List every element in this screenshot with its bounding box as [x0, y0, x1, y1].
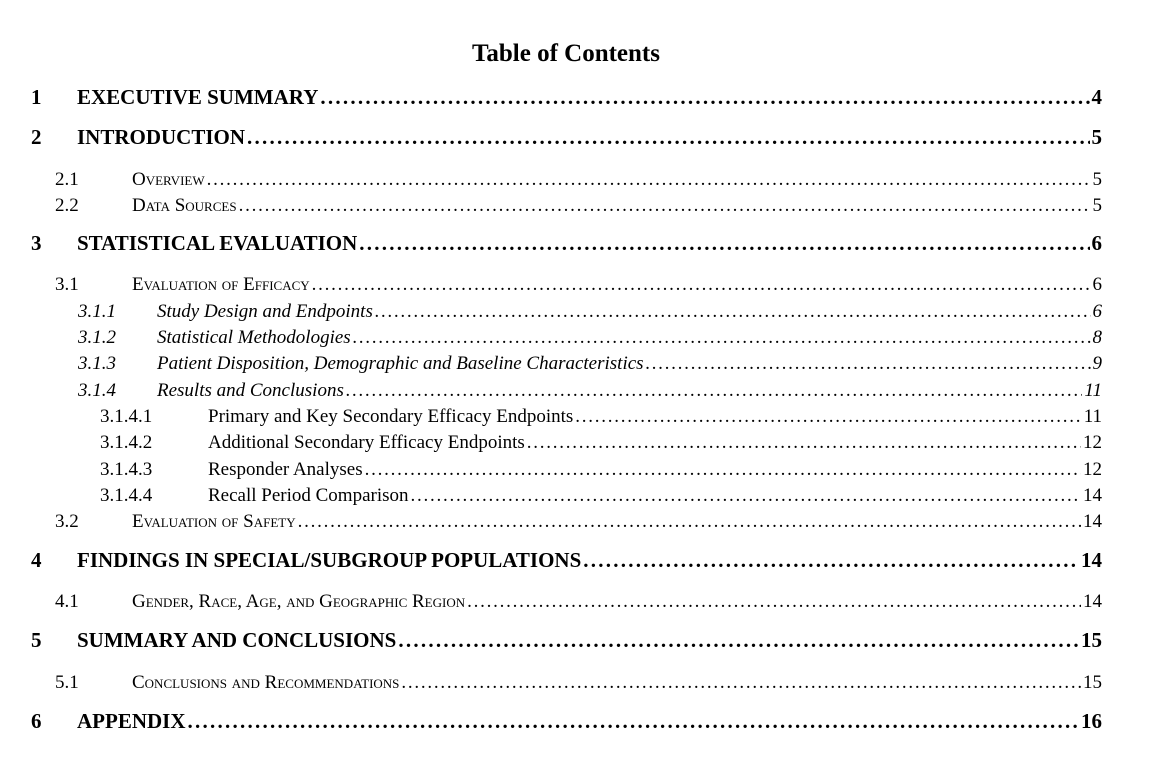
entry-page[interactable]: 8	[1092, 327, 1102, 348]
entry-number: 3.1.4.2	[100, 432, 153, 453]
toc-entry-3-1-4-2[interactable]	[0, 428, 1102, 454]
dot-leader	[398, 628, 1079, 653]
entry-page[interactable]: 16	[1081, 709, 1102, 733]
entry-number: 3.1.4.1	[100, 406, 153, 427]
entry-page[interactable]: 12	[1083, 432, 1102, 453]
entry-page[interactable]: 11	[1084, 380, 1102, 401]
entry-label[interactable]: Patient Disposition, Demographic and Baseline Characteristics	[157, 353, 644, 374]
entry-number: 2.2	[55, 195, 79, 216]
entry-number: 3.1.1	[78, 301, 116, 322]
toc-entry-3-1-4-1[interactable]	[0, 402, 1102, 428]
entry-number: 4	[31, 548, 42, 572]
dot-leader	[359, 231, 1089, 256]
entry-page[interactable]: 9	[1092, 353, 1102, 374]
entry-label[interactable]: SUMMARY AND CONCLUSIONS	[77, 628, 397, 652]
entry-number: 3	[31, 231, 42, 255]
entry-label[interactable]: Study Design and Endpoints	[157, 301, 373, 322]
toc-entry-3[interactable]	[0, 230, 1102, 256]
entry-label[interactable]: Responder Analyses	[208, 459, 363, 480]
dot-leader	[411, 485, 1081, 507]
toc-entry-1[interactable]	[0, 84, 1102, 110]
entry-page[interactable]: 14	[1083, 511, 1102, 532]
entry-label[interactable]: Overview	[132, 169, 205, 190]
entry-number: 3.1.4.4	[100, 485, 153, 506]
entry-number: 3.1.4.3	[100, 459, 153, 480]
dot-leader	[247, 125, 1089, 150]
entry-label[interactable]: STATISTICAL EVALUATION	[77, 231, 358, 255]
entry-label[interactable]: Gender, Race, Age, and Geographic Region	[132, 591, 466, 612]
entry-label[interactable]: EXECUTIVE SUMMARY	[77, 85, 319, 109]
entry-page[interactable]: 15	[1081, 628, 1102, 652]
dot-leader	[239, 195, 1091, 217]
toc-entry-3-1-4[interactable]	[0, 376, 1102, 402]
entry-number: 4.1	[55, 591, 79, 612]
entry-label[interactable]: FINDINGS IN SPECIAL/SUBGROUP POPULATIONS	[77, 548, 582, 572]
entry-number: 2	[31, 125, 42, 149]
dot-leader	[375, 301, 1091, 323]
dot-leader	[401, 672, 1081, 694]
entry-page[interactable]: 11	[1083, 406, 1102, 427]
entry-label[interactable]: Evaluation of Safety	[132, 511, 296, 532]
entry-page[interactable]: 15	[1083, 672, 1102, 693]
toc-entry-3-1-1[interactable]	[0, 297, 1102, 323]
dot-leader	[346, 380, 1083, 402]
entry-number: 3.1	[55, 274, 79, 295]
entry-number: 2.1	[55, 169, 79, 190]
dot-leader	[467, 591, 1081, 613]
toc-entry-3-2[interactable]	[0, 507, 1102, 533]
entry-page[interactable]: 14	[1081, 548, 1102, 572]
entry-page[interactable]: 5	[1091, 125, 1102, 149]
toc-entry-2[interactable]	[0, 124, 1102, 150]
entry-page[interactable]: 5	[1092, 195, 1102, 216]
dot-leader	[312, 274, 1091, 296]
toc-entry-4[interactable]	[0, 547, 1102, 573]
entry-label[interactable]: Conclusions and Recommendations	[132, 672, 400, 693]
entry-label[interactable]: Primary and Key Secondary Efficacy Endpoints	[208, 406, 574, 427]
entry-number: 3.1.4	[78, 380, 116, 401]
toc-entry-3-1-4-4[interactable]	[0, 481, 1102, 507]
entry-label[interactable]: Data Sources	[132, 195, 237, 216]
entry-label[interactable]: Results and Conclusions	[157, 380, 344, 401]
dot-leader	[583, 548, 1079, 573]
toc-title: Table of Contents	[472, 40, 660, 67]
entry-number: 3.1.3	[78, 353, 116, 374]
entry-label[interactable]: INTRODUCTION	[77, 125, 246, 149]
toc-entry-2-2[interactable]	[0, 191, 1102, 217]
dot-leader	[298, 511, 1081, 533]
entry-number: 6	[31, 709, 42, 733]
toc-entry-5[interactable]	[0, 627, 1102, 653]
entry-number: 5.1	[55, 672, 79, 693]
entry-label[interactable]: Recall Period Comparison	[208, 485, 409, 506]
entry-number: 5	[31, 628, 42, 652]
toc-entry-3-1-4-3[interactable]	[0, 455, 1102, 481]
toc-entry-6[interactable]	[0, 708, 1102, 734]
entry-page[interactable]: 6	[1091, 231, 1102, 255]
dot-leader	[646, 353, 1091, 375]
toc-entry-3-1[interactable]	[0, 270, 1102, 296]
entry-page[interactable]: 5	[1092, 169, 1102, 190]
toc-entry-3-1-3[interactable]	[0, 349, 1102, 375]
entry-page[interactable]: 6	[1092, 301, 1102, 322]
toc-entry-5-1[interactable]	[0, 668, 1102, 694]
entry-label[interactable]: Evaluation of Efficacy	[132, 274, 310, 295]
entry-number: 3.1.2	[78, 327, 116, 348]
entry-page[interactable]: 6	[1092, 274, 1102, 295]
entry-page[interactable]: 14	[1083, 591, 1102, 612]
dot-leader	[207, 169, 1091, 191]
entry-number: 1	[31, 85, 42, 109]
dot-leader	[320, 85, 1089, 110]
toc-entry-3-1-2[interactable]	[0, 323, 1102, 349]
entry-page[interactable]: 14	[1083, 485, 1102, 506]
entry-label[interactable]: APPENDIX	[77, 709, 186, 733]
dot-leader	[527, 432, 1081, 454]
dot-leader	[365, 459, 1081, 481]
dot-leader	[188, 709, 1080, 734]
entry-page[interactable]: 4	[1091, 85, 1102, 109]
entry-label[interactable]: Additional Secondary Efficacy Endpoints	[208, 432, 525, 453]
entry-page[interactable]: 12	[1083, 459, 1102, 480]
toc-entry-2-1[interactable]	[0, 165, 1102, 191]
dot-leader	[575, 406, 1081, 428]
entry-label[interactable]: Statistical Methodologies	[157, 327, 351, 348]
toc-entry-4-1[interactable]	[0, 587, 1102, 613]
entry-number: 3.2	[55, 511, 79, 532]
dot-leader	[353, 327, 1091, 349]
